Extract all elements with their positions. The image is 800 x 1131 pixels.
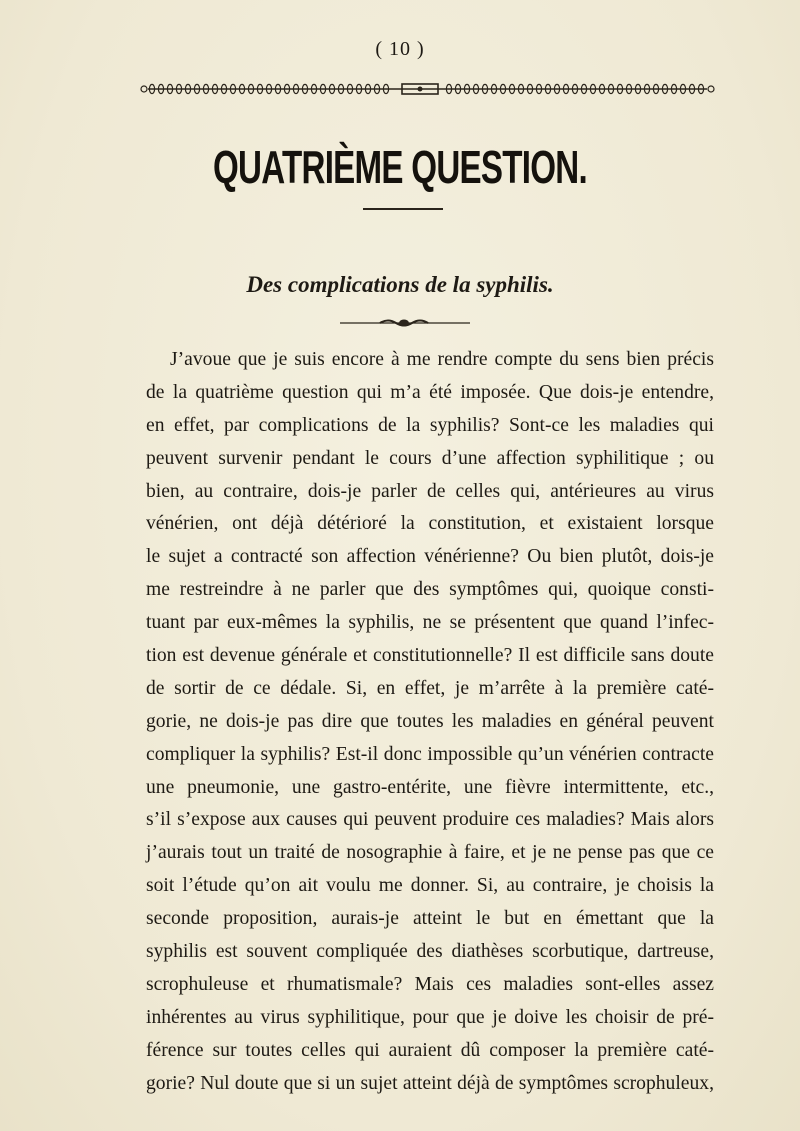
text-line: une pneumonie, une gastro-entérite, une fièvre intermittente, etc., (146, 776, 714, 798)
text-line: j’aurais tout un traité de nosographie à faire, et je ne pense pas que ce (146, 842, 714, 864)
text-line: bien, au contraire, dois-je parler de celles qui, antérieures au virus (146, 480, 714, 502)
text-line: syphilis est souvent compliquée des diathèses scorbutique, dartreuse, (146, 941, 714, 963)
text-line: tuant par eux-mêmes la syphilis, ne se présentent que quand l’infec- (146, 612, 714, 634)
text-line: de la quatrième question qui m’a été imposée. Que dois-je entendre, (146, 381, 714, 403)
text-line: gorie, ne dois-je pas dire que toutes les maladies en général peuvent (146, 710, 714, 732)
body-text (146, 344, 714, 1100)
text-line: J’avoue que je suis encore à me rendre compte du sens bien précis (170, 349, 714, 370)
text-line: compliquer la syphilis? Est-il donc impossible qu’un vénérien contracte (146, 743, 714, 765)
text-line: s’il s’expose aux causes qui peuvent produire ces maladies? Mais alors (146, 809, 714, 831)
text-line: en effet, par complications de la syphilis? Sont-ce les maladies qui (146, 414, 714, 436)
text-line: seconde proposition, aurais-je atteint le but en émettant que la (146, 908, 714, 930)
ornamental-rule-icon (140, 82, 715, 96)
title-rule (363, 208, 443, 210)
text-line: le sujet a contracté son affection vénérienne? Ou bien plutôt, dois-je (146, 546, 714, 568)
text-line: gorie? Nul doute que si un sujet atteint déjà de symptômes scrophuleux, (146, 1072, 714, 1094)
page-number: ( 10 ) (375, 38, 425, 60)
text-line: férence sur toutes celles qui auraient dû composer la première caté- (146, 1039, 714, 1061)
text-line: soit l’étude qu’on ait voulu me donner. Si, au contraire, je choisis la (146, 875, 714, 897)
chapter-subtitle: Des complications de la syphilis. (246, 272, 554, 297)
text-line: scrophuleuse et rhumatismale? Mais ces maladies sont-elles assez (146, 973, 714, 995)
text-line: peuvent survenir pendant le cours d’une affection syphilitique ; ou (146, 447, 714, 469)
vignette-ornament-icon (340, 318, 470, 328)
text-line: tion est devenue générale et constitutionnelle? Il est difficile sans doute (146, 645, 714, 667)
text-line: vénérien, ont déjà détérioré la constitution, et existaient lorsque (146, 513, 714, 535)
chapter-title: QUATRIÈME QUESTION. (213, 141, 587, 193)
text-line: de sortir de ce dédale. Si, en effet, je m’arrête à la première caté- (146, 677, 714, 699)
text-line: inhérentes au virus syphilitique, pour que je doive les choisir de pré- (146, 1006, 714, 1028)
text-line: me restreindre à ne parler que des symptômes qui, quoique consti- (146, 579, 714, 601)
